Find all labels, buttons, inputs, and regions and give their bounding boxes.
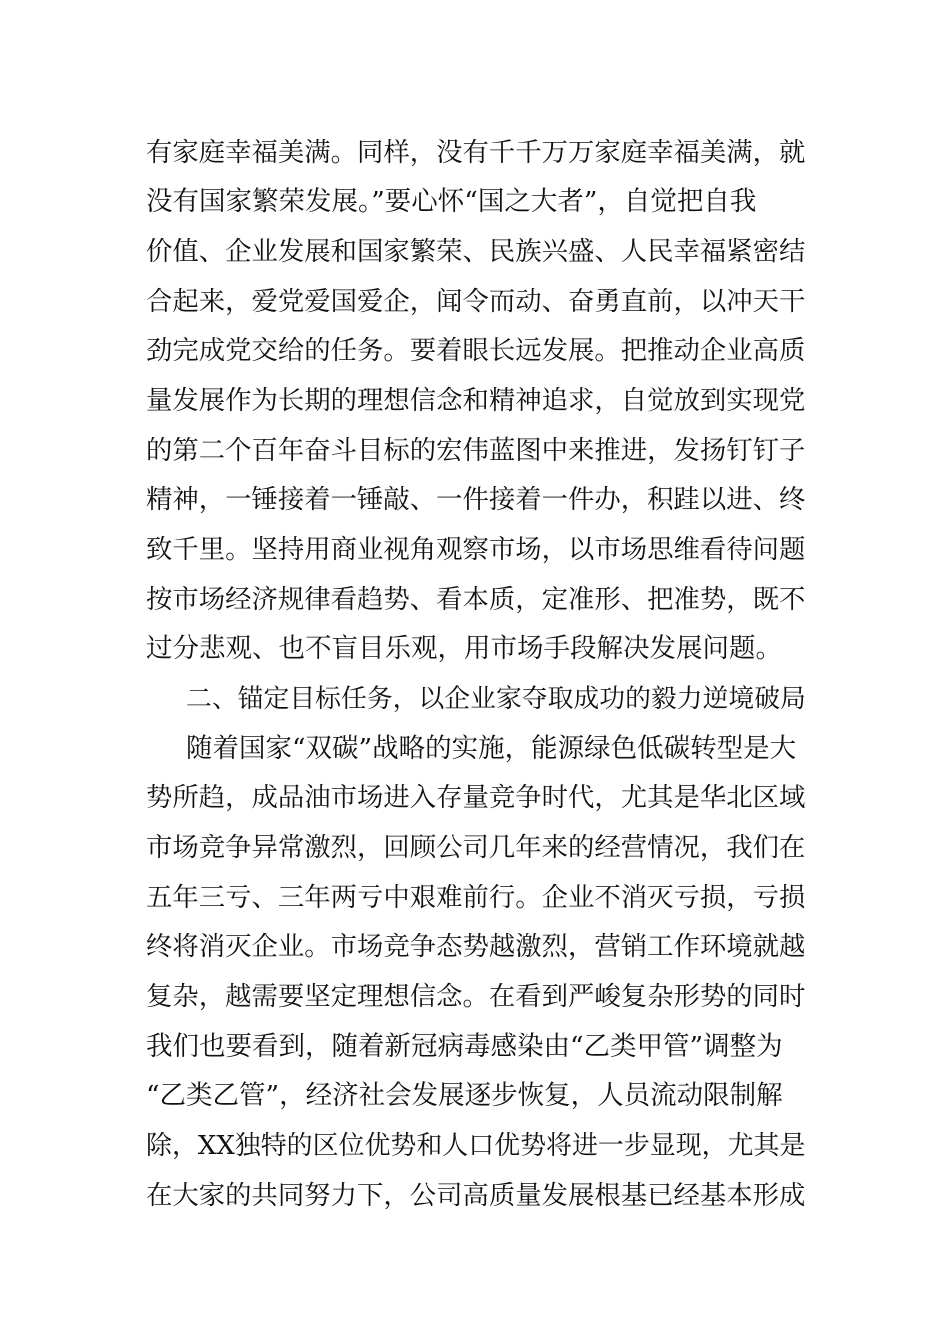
paragraph-line: 我们也要看到，随着新冠病毒感染由“乙类甲管”调整为 [146, 1031, 783, 1062]
paragraph-line: 合起来，爱党爱国爱企，闻令而动、奋勇直前，以冲天干 [146, 287, 806, 317]
paragraph-line: 劲完成党交给的任务。要着眼长远发展。把推动企业高质 [146, 336, 806, 366]
paragraph-line: 量发展作为长期的理想信念和精神追求，自觉放到实现党 [146, 386, 806, 416]
paragraph-line: 势所趋，成品油市场进入存量竞争时代，尤其是华北区域 [146, 783, 806, 813]
paragraph-line: 市场竞争异常激烈，回顾公司几年来的经营情况，我们在 [146, 833, 806, 863]
paragraph-line: 的第二个百年奋斗目标的宏伟蓝图中来推进，发扬钉钉子 [146, 436, 806, 466]
paragraph-line: 过分悲观、也不盲目乐观，用市场手段解决发展问题。 [146, 633, 782, 664]
paragraph-line: 价值、企业发展和国家繁荣、民族兴盛、人民幸福紧密结 [146, 237, 806, 267]
paragraph-line: 终将消灭企业。市场竞争态势越激烈，营销工作环境就越 [146, 932, 806, 962]
paragraph-line: 精神，一锤接着一锤敲、一件接着一件办，积跬以进、终 [146, 485, 806, 515]
paragraph-line: 除，XX独特的区位优势和人口优势将进一步显现，尤其是 [146, 1131, 806, 1161]
paragraph-line: 有家庭幸福美满。同样，没有千千万万家庭幸福美满，就 [146, 138, 806, 168]
paragraph-line: 没有国家繁荣发展。”要心怀“国之大者”，自觉把自我 [146, 186, 757, 217]
paragraph-line: 五年三亏、三年两亏中艰难前行。企业不消灭亏损，亏损 [146, 883, 806, 913]
paragraph-line: 复杂，越需要坚定理想信念。在看到严峻复杂形势的同时 [146, 982, 806, 1012]
section-heading: 二、锚定目标任务，以企业家夺取成功的毅力逆境破局 [186, 684, 806, 714]
paragraph-line: “乙类乙管”，经济社会发展逐步恢复，人员流动限制解 [146, 1080, 783, 1111]
paragraph-line: 在大家的共同努力下，公司高质量发展根基已经基本形成 [146, 1181, 806, 1211]
paragraph-line: 致千里。坚持用商业视角观察市场，以市场思维看待问题 [146, 535, 806, 565]
paragraph-line: 随着国家“双碳”战略的实施，能源绿色低碳转型是大 [186, 733, 797, 764]
paragraph-line: 按市场经济规律看趋势、看本质，定准形、把准势，既不 [146, 585, 806, 615]
